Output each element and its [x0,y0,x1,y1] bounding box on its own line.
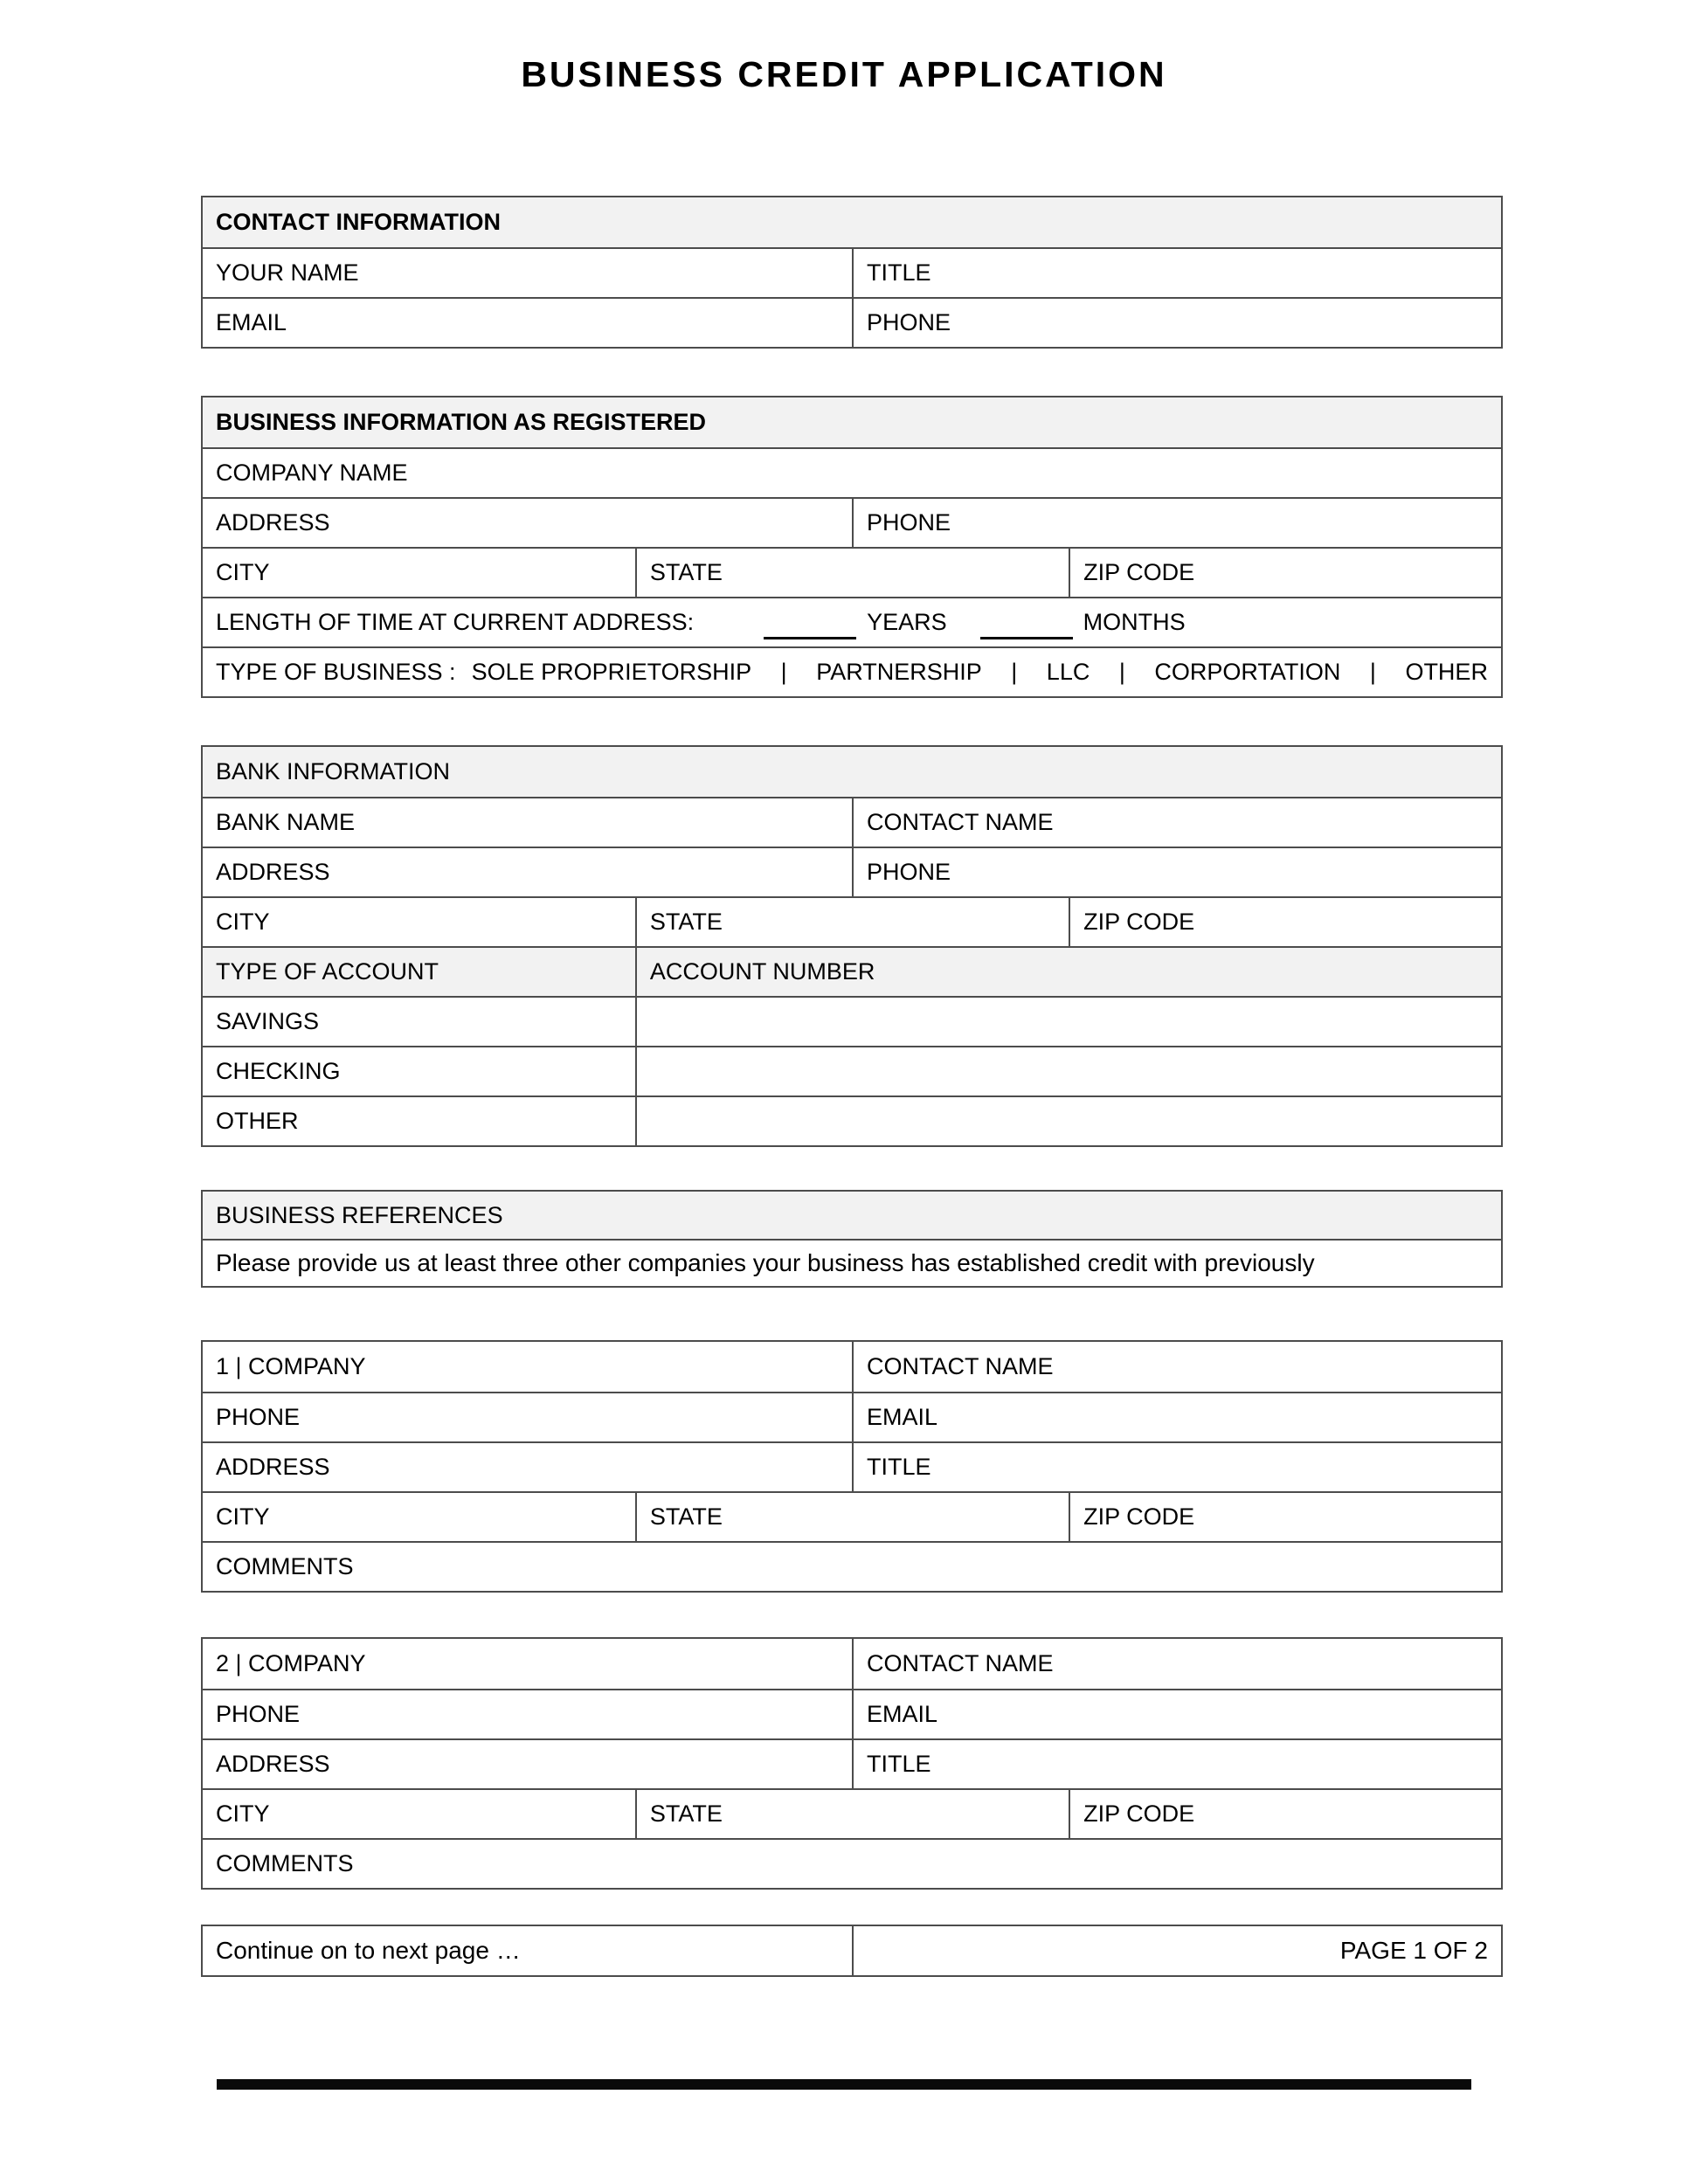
table-row [203,747,1501,797]
table-row [203,397,1501,447]
ref1-zip-field[interactable]: ZIP CODE [1069,1493,1501,1541]
table-row [203,896,1501,946]
length-of-time-row [203,598,1501,646]
table-row [203,1838,1501,1888]
references-instructions: Please provide us at least three other companies your business has established credit with previously [216,1249,1315,1276]
table-row [203,1639,1501,1689]
table-row [203,1192,1501,1239]
table-row [203,547,1501,597]
table-row [203,497,1501,547]
type-of-business-row [203,648,1501,696]
table-row [203,1392,1501,1441]
table-row [203,996,1501,1046]
ref2-state-field[interactable]: STATE [635,1790,1069,1838]
bank-contact-name-field[interactable]: CONTACT NAME [852,798,1501,847]
ref2-zip-field[interactable]: ZIP CODE [1069,1790,1501,1838]
table-row [203,597,1501,646]
business-phone-field[interactable]: PHONE [852,499,1501,547]
ref1-state-field[interactable]: STATE [635,1493,1069,1541]
bank-address-field[interactable]: ADDRESS [216,859,330,885]
table-row [203,946,1501,996]
option-sole-proprietorship[interactable]: SOLE PROPRIETORSHIP [471,659,752,685]
contact-info-header: CONTACT INFORMATION [203,197,1501,247]
ref1-title-field[interactable]: TITLE [852,1443,1501,1491]
company-name-field[interactable]: COMPANY NAME [216,460,408,486]
checking-label: CHECKING [216,1058,341,1084]
length-of-time-label: LENGTH OF TIME AT CURRENT ADDRESS: [216,609,695,635]
business-info-header: BUSINESS INFORMATION AS REGISTERED [203,397,1501,447]
bank-name-field[interactable]: BANK NAME [216,809,356,835]
option-separator: | [1118,659,1125,685]
bank-info-table [201,745,1503,1147]
continue-note: Continue on to next page … [216,1937,521,1964]
ref1-email-field[interactable]: EMAIL [852,1393,1501,1441]
table-row [203,447,1501,497]
ref1-phone-field[interactable]: PHONE [216,1404,301,1430]
phone-field[interactable]: PHONE [852,299,1501,347]
table-row [203,1441,1501,1491]
option-separator: | [1011,659,1018,685]
business-references-table [201,1190,1503,1288]
reference-1-table [201,1340,1503,1593]
option-separator: | [780,659,787,685]
ref2-contact-name-field[interactable]: CONTACT NAME [852,1639,1501,1689]
table-row [203,197,1501,247]
account-number-header: ACCOUNT NUMBER [635,948,1501,996]
table-row [203,1738,1501,1788]
savings-label: SAVINGS [216,1008,320,1034]
option-corporation[interactable]: CORPORTATION [1154,659,1341,685]
other-account-label: OTHER [216,1108,299,1134]
ref2-title-field[interactable]: TITLE [852,1740,1501,1788]
business-state-field[interactable]: STATE [635,549,1069,597]
years-label: YEARS [867,609,947,635]
business-zip-field[interactable]: ZIP CODE [1069,549,1501,597]
option-partnership[interactable]: PARTNERSHIP [816,659,982,685]
business-city-field[interactable]: CITY [216,559,270,585]
table-row [203,1788,1501,1838]
business-info-table [201,396,1503,698]
type-of-business-pair [216,659,751,686]
table-row [203,1342,1501,1392]
title-field[interactable]: TITLE [852,249,1501,297]
ref2-city-field[interactable]: CITY [216,1800,270,1827]
table-row [203,247,1501,297]
bank-state-field[interactable]: STATE [635,898,1069,946]
page-number: PAGE 1 OF 2 [852,1926,1501,1975]
ref1-company-field[interactable]: 1 | COMPANY [216,1353,366,1379]
table-row [203,797,1501,847]
type-of-account-header: TYPE OF ACCOUNT [203,948,635,996]
bank-city-field[interactable]: CITY [216,909,270,935]
ref2-comments-field[interactable]: COMMENTS [216,1850,354,1876]
bank-info-header: BANK INFORMATION [203,747,1501,797]
table-row [203,1541,1501,1591]
option-other[interactable]: OTHER [1405,659,1488,685]
option-llc[interactable]: LLC [1046,659,1090,685]
business-address-field[interactable]: ADDRESS [216,509,330,536]
ref2-phone-field[interactable]: PHONE [216,1701,301,1727]
table-row [203,297,1501,347]
table-row [203,646,1501,696]
table-row [203,1046,1501,1095]
ref1-address-field[interactable]: ADDRESS [216,1454,330,1480]
checking-account-number-field[interactable] [635,1047,1501,1095]
ref1-comments-field[interactable]: COMMENTS [216,1553,354,1579]
ref1-city-field[interactable]: CITY [216,1503,270,1530]
footer-table [201,1925,1503,1977]
reference-2-table [201,1637,1503,1890]
other-account-number-field[interactable] [635,1097,1501,1145]
ref2-company-field[interactable]: 2 | COMPANY [216,1650,366,1676]
ref2-email-field[interactable]: EMAIL [852,1690,1501,1738]
table-row [203,1491,1501,1541]
option-separator: | [1369,659,1376,685]
table-row [203,1239,1501,1286]
table-row [203,847,1501,896]
business-references-header: BUSINESS REFERENCES [203,1192,1501,1239]
years-blank-field[interactable] [764,606,856,639]
ref2-address-field[interactable]: ADDRESS [216,1751,330,1777]
page-title: BUSINESS CREDIT APPLICATION [521,54,1167,94]
your-name-field[interactable]: YOUR NAME [216,259,359,286]
contact-info-table [201,196,1503,349]
months-blank-field[interactable] [980,606,1073,639]
email-field[interactable]: EMAIL [216,309,287,335]
savings-account-number-field[interactable] [635,998,1501,1046]
months-label: MONTHS [1083,609,1186,635]
ref1-contact-name-field[interactable]: CONTACT NAME [852,1342,1501,1392]
table-row [203,1095,1501,1145]
page-bottom-rule [217,2079,1471,2090]
bank-phone-field[interactable]: PHONE [852,848,1501,896]
table-row [203,1926,1501,1975]
table-row [203,1689,1501,1738]
bank-zip-field[interactable]: ZIP CODE [1069,898,1501,946]
type-of-business-label: TYPE OF BUSINESS : [216,659,456,685]
